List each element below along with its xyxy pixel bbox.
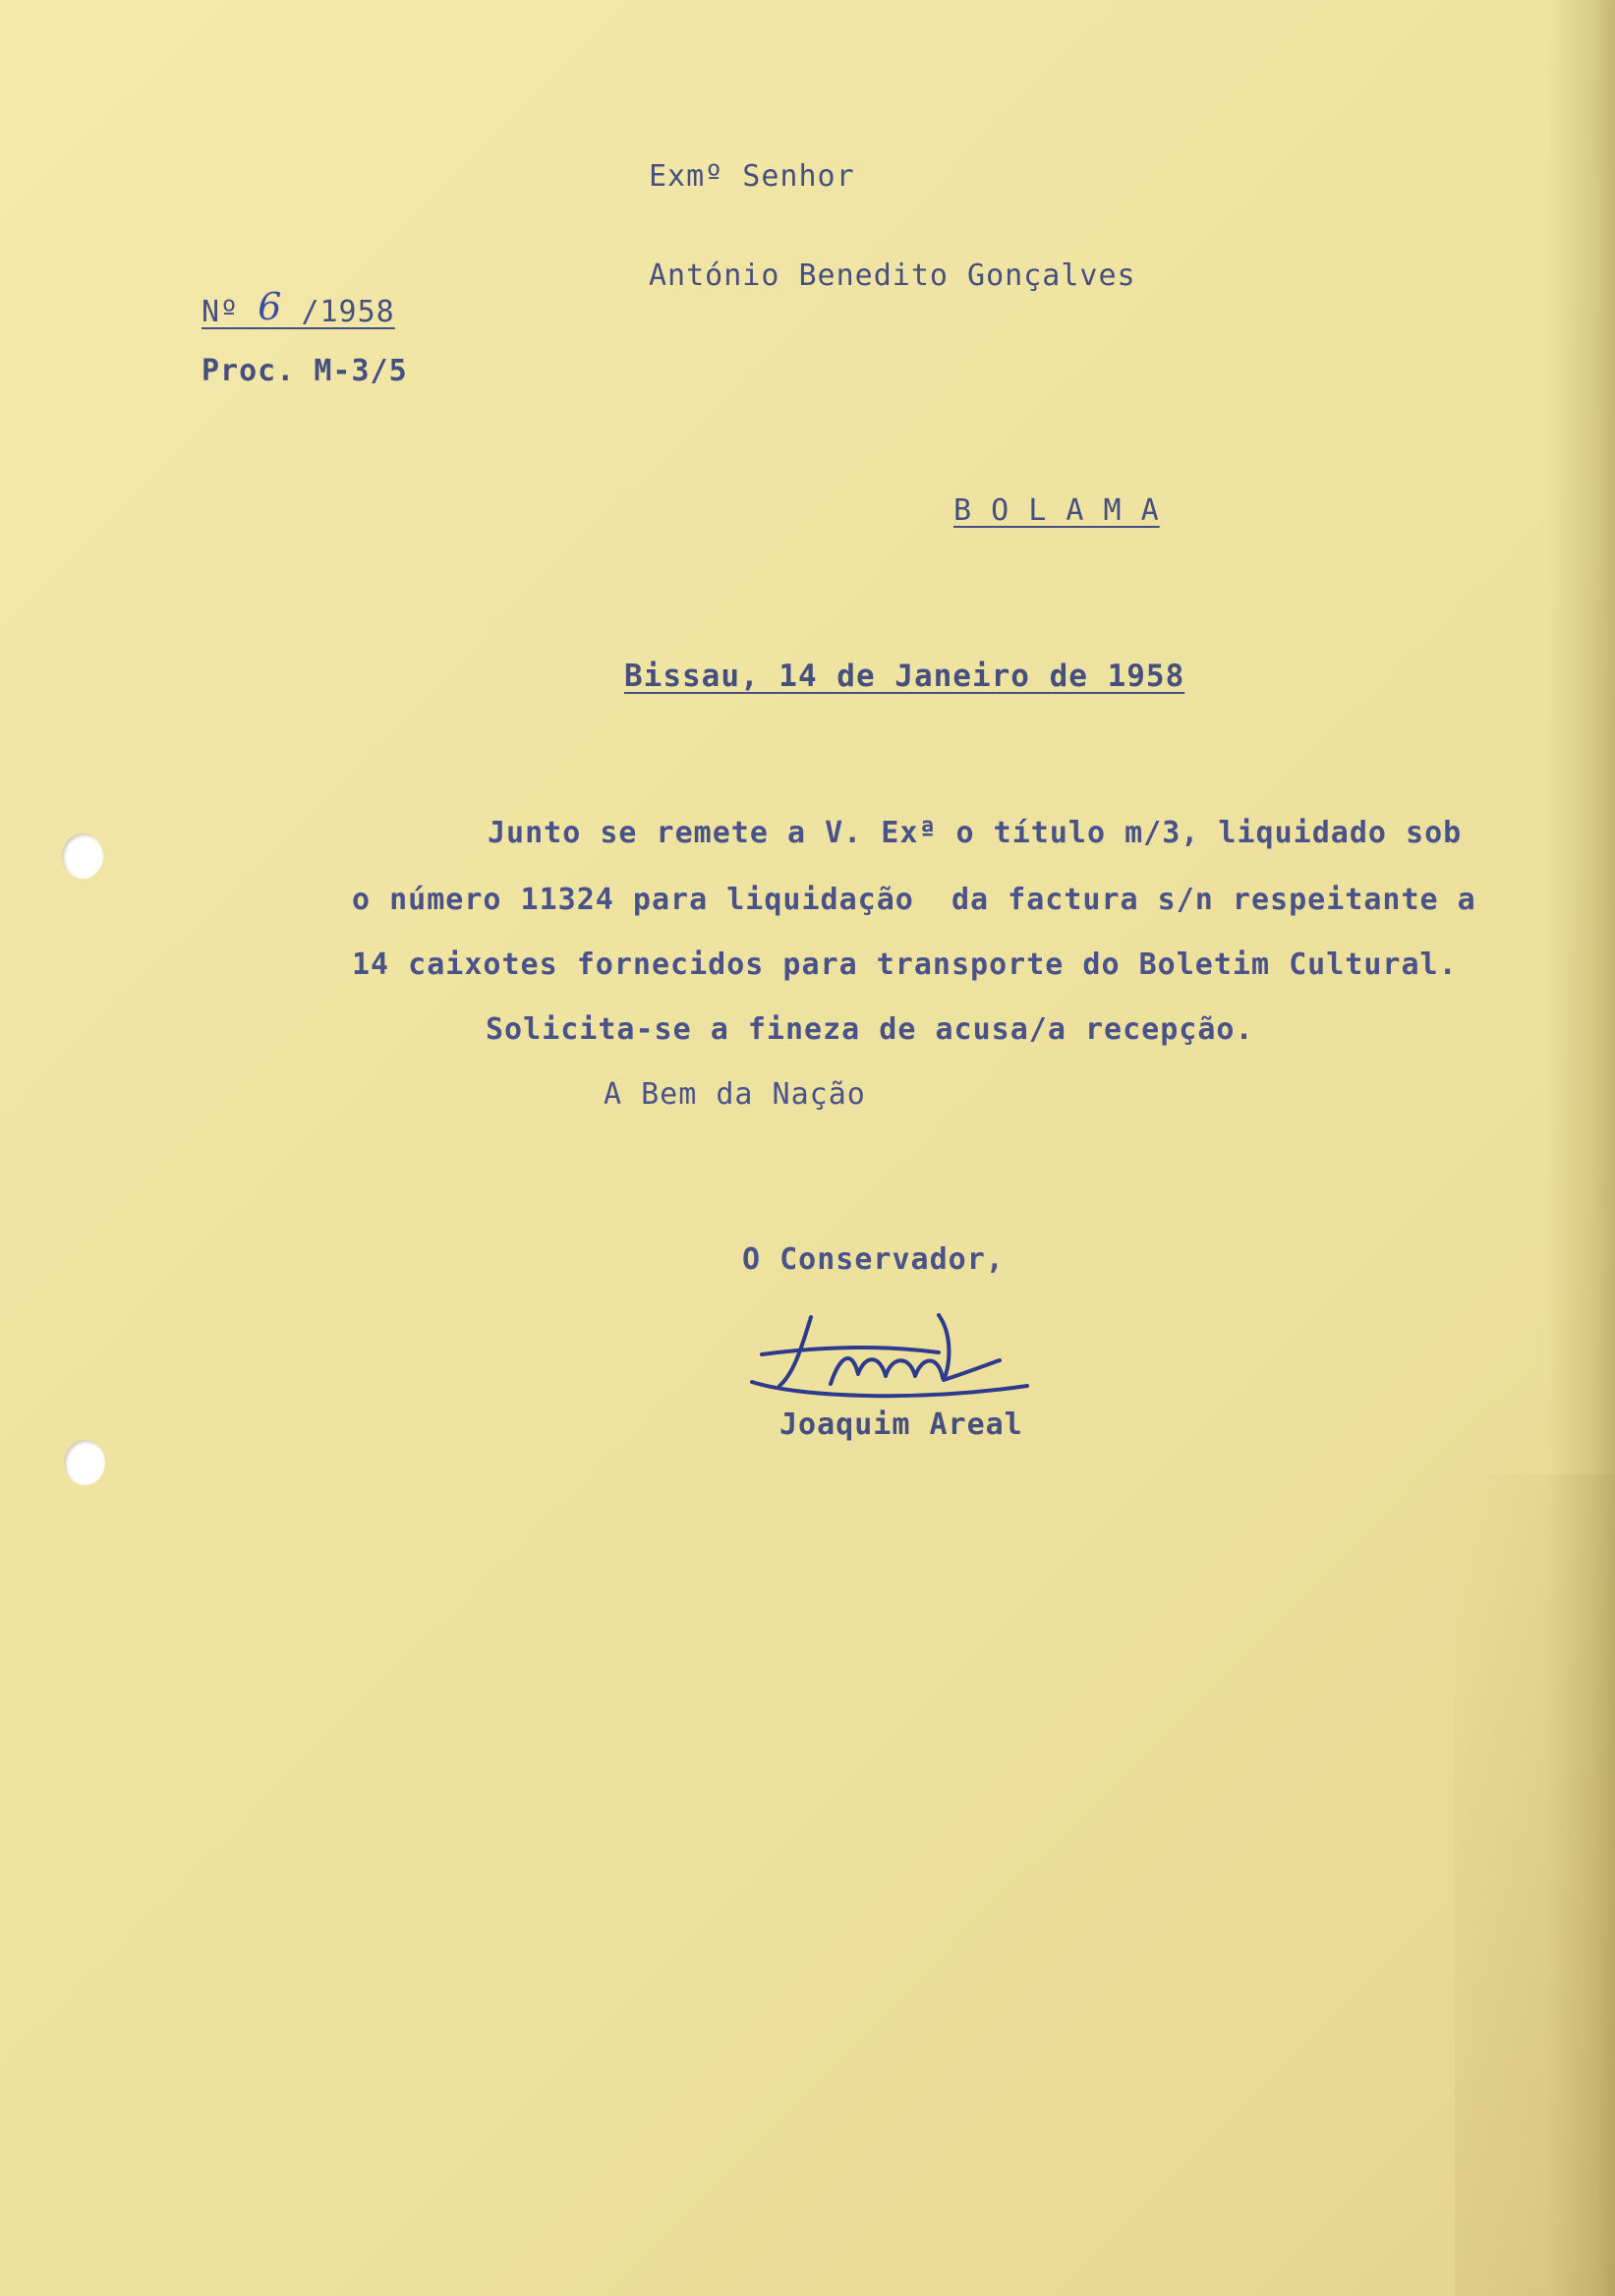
process-reference: Proc. M-3/5 [202,354,408,388]
signatory-name: Joaquim Areal [779,1407,1023,1442]
reference-prefix: Nº [202,295,240,329]
paper-edge-shadow-bottom [1455,1474,1615,2296]
reference-number [202,287,395,330]
body-line-1: Junto se remete a V. Exª o título m/3, liquidado sob [488,816,1463,850]
body-line-3: 14 caixotes fornecidos para transporte do Boletim Cultural. [352,947,1458,982]
addressee: António Benedito Gonçalves [649,258,1136,293]
salutation: Exmº Senhor [649,159,855,194]
date-line: Bissau, 14 de Janeiro de 1958 [624,659,1185,694]
body-line-2: o número 11324 para liquidação da factura s/n respeitante a [352,883,1476,917]
reference-year: /1958 [301,295,395,329]
signatory-title: O Conservador, [742,1242,1005,1277]
destination-city: B O L A M A [953,493,1160,528]
body-line-4: Solicita-se a fineza de acusa/a recepção. [486,1012,1254,1047]
handwritten-ref-number: 6 [258,285,283,328]
punch-hole [62,833,103,879]
closing: A Bem da Nação [604,1077,866,1112]
handwritten-signature [742,1295,1037,1413]
punch-hole [64,1440,105,1485]
